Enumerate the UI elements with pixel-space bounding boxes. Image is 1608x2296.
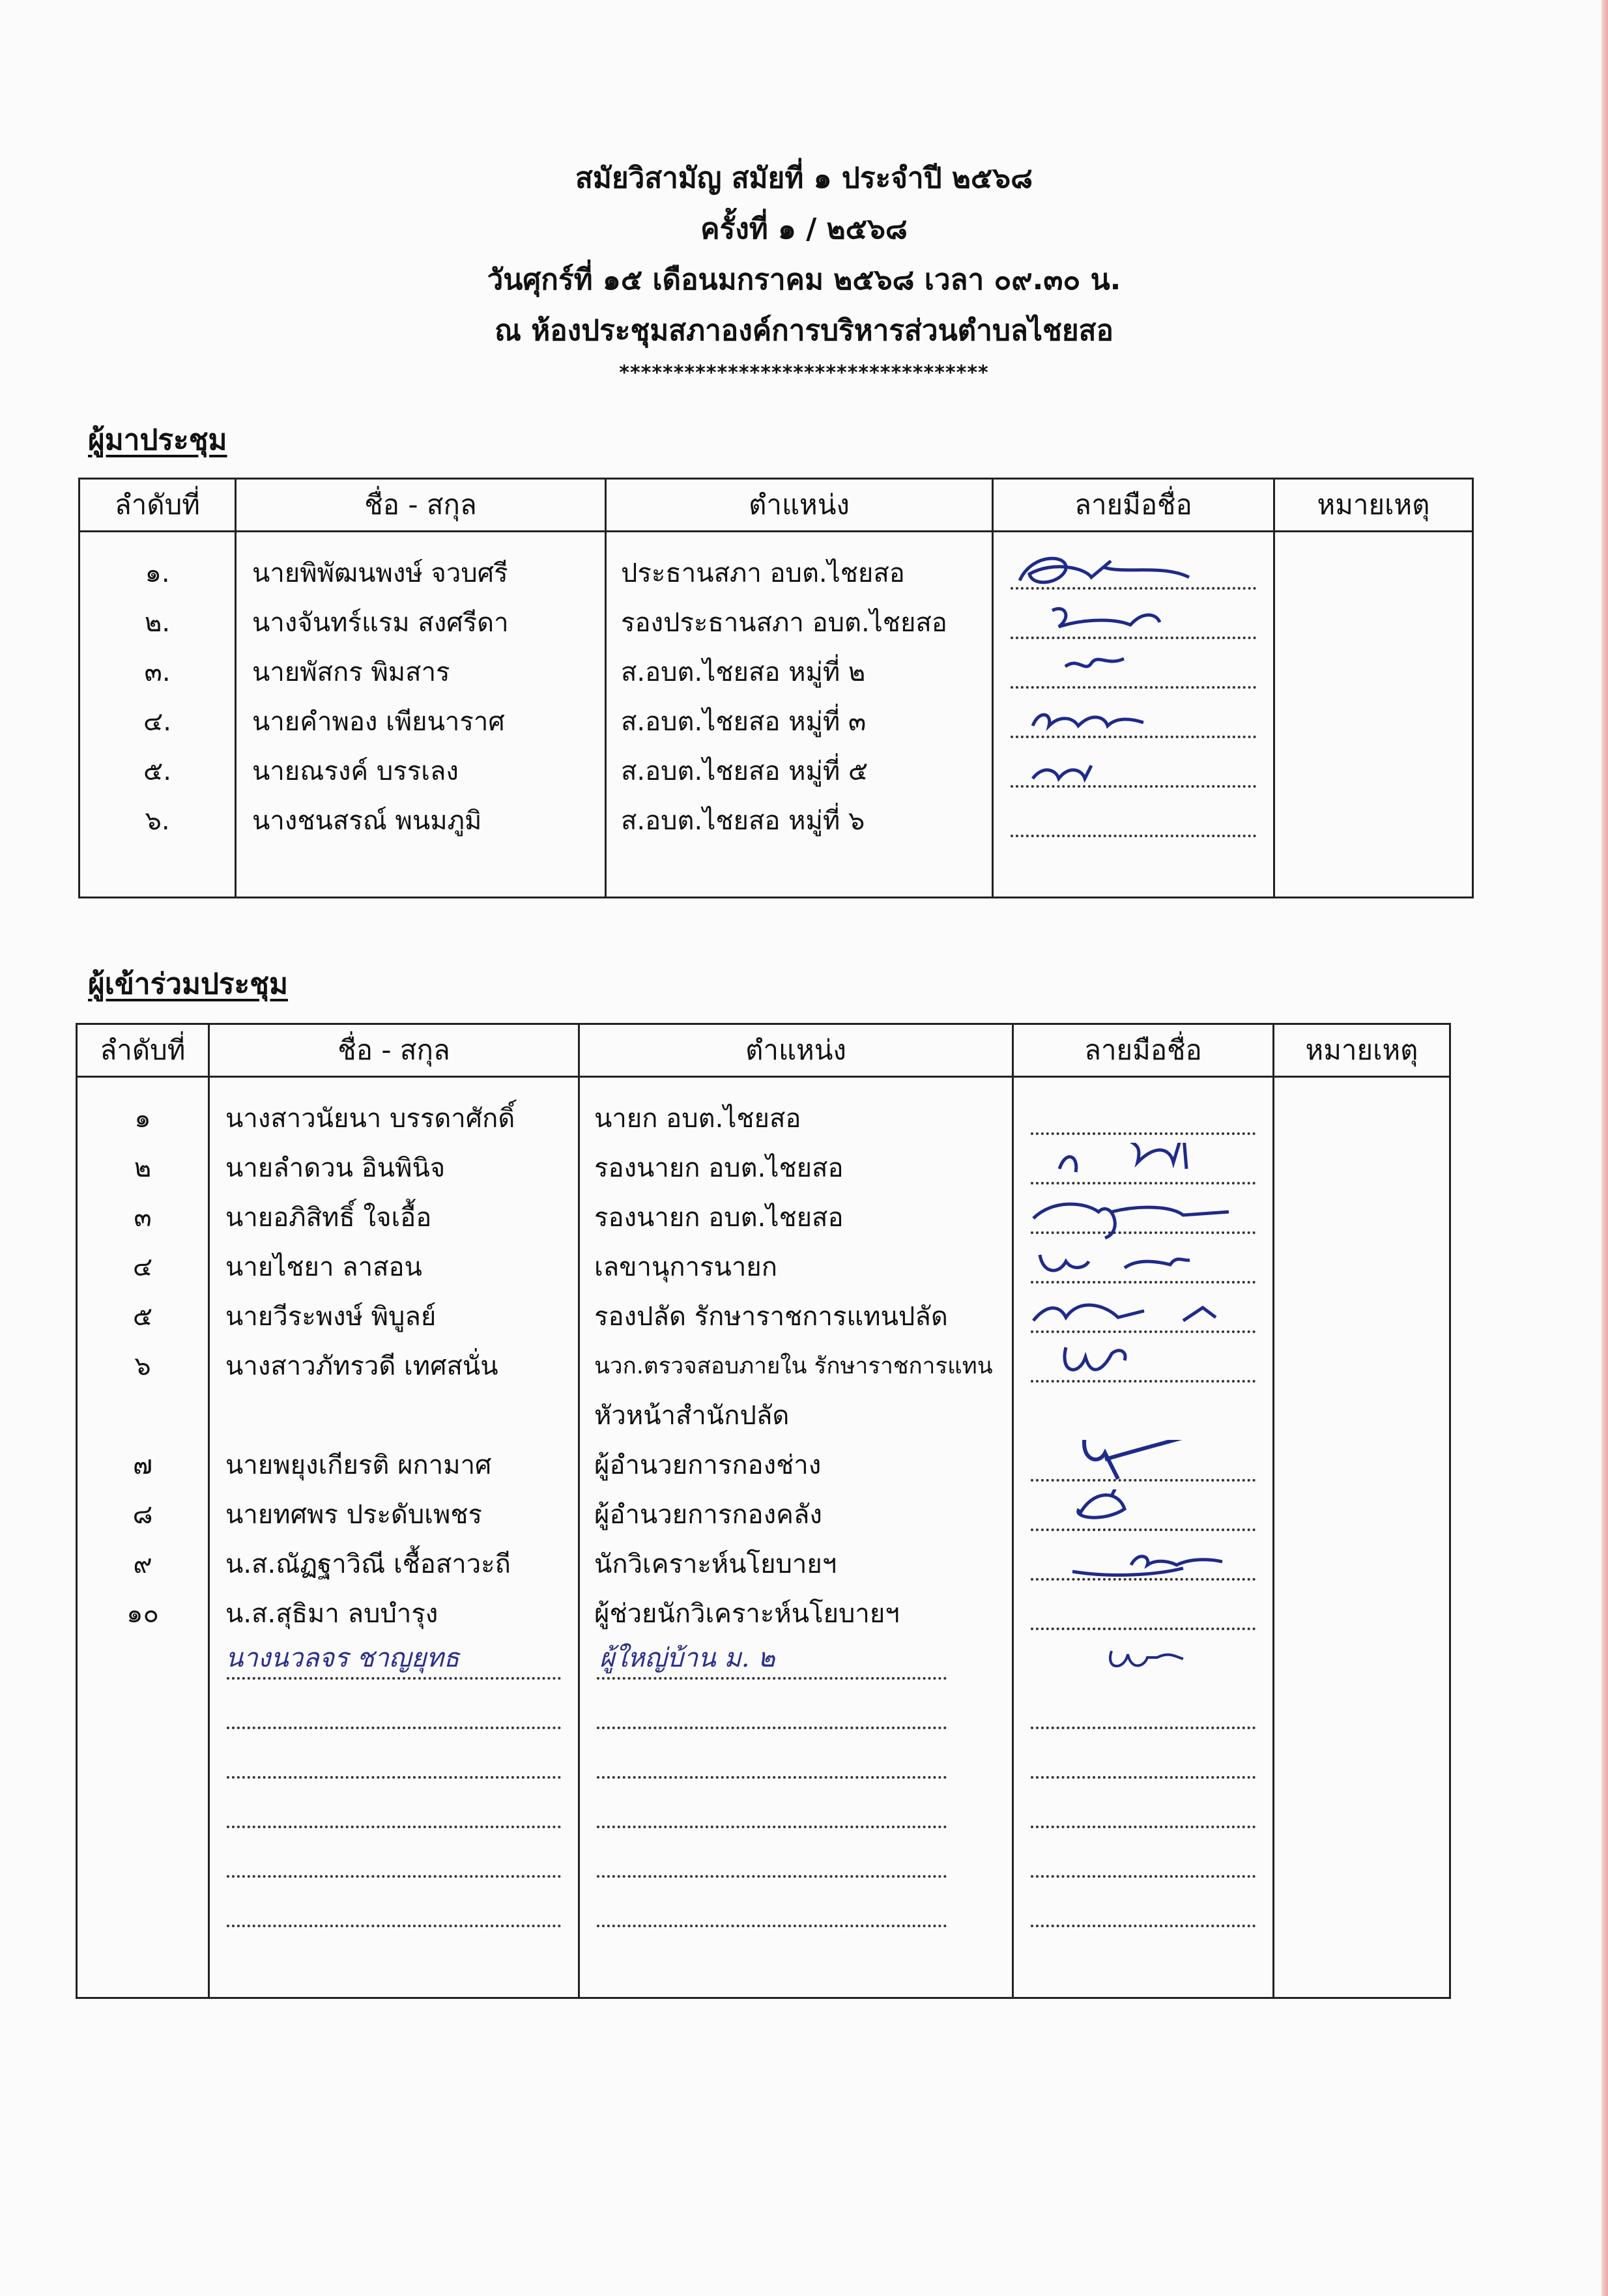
participant-position: นวก.ตรวจสอบภายใน รักษาราชการแทน bbox=[579, 1341, 1013, 1390]
member-position: รองประธานสภา อบต.ไชยสอ bbox=[606, 597, 993, 647]
column-header: ชื่อ - สกุล bbox=[236, 479, 606, 532]
remark-cell bbox=[1274, 548, 1473, 597]
member-name: นายพัสกร พิมสาร bbox=[236, 647, 606, 696]
signature-cell bbox=[993, 647, 1274, 696]
participant-position: รองปลัด รักษาราชการแทนปลัด bbox=[579, 1291, 1013, 1341]
column-header: ลายมือชื่อ bbox=[1013, 1024, 1274, 1077]
remark-cell bbox=[1274, 1192, 1450, 1242]
handwritten-signature bbox=[1014, 1242, 1274, 1291]
table-row bbox=[79, 597, 1473, 647]
table-row bbox=[77, 1341, 1450, 1390]
table-row bbox=[77, 1242, 1450, 1291]
member-position: ส.อบต.ไชยสอ หมู่ที่ ๒ bbox=[606, 647, 993, 696]
participant-name: นายอภิสิทธิ์ ใจเอื้อ bbox=[209, 1192, 579, 1242]
column-header: ตำแหน่ง bbox=[606, 479, 993, 532]
column-header: ตำแหน่ง bbox=[579, 1024, 1013, 1077]
column-header: ลำดับที่ bbox=[79, 479, 236, 532]
participant-position: เลขานุการนายก bbox=[579, 1242, 1013, 1291]
participant-position: นายก อบต.ไชยสอ bbox=[579, 1093, 1013, 1143]
row-number: ๑๐ bbox=[77, 1588, 209, 1638]
table-row bbox=[77, 1291, 1450, 1341]
table-row bbox=[77, 1440, 1450, 1489]
participant-position: ผู้ช่วยนักวิเคราะห์นโยบายฯ bbox=[579, 1588, 1013, 1638]
table-row bbox=[77, 1687, 1450, 1737]
header-divider: ********************************** bbox=[619, 362, 989, 384]
participant-position: นักวิเคราะห์นโยบายฯ bbox=[579, 1539, 1013, 1588]
member-name: นายคำพอง เพียนาราศ bbox=[236, 696, 606, 746]
signature-cell bbox=[1013, 1390, 1274, 1440]
handwritten-signature bbox=[994, 597, 1274, 647]
remark-cell bbox=[1274, 796, 1473, 845]
remark-cell bbox=[1274, 1143, 1450, 1192]
remark-cell bbox=[1274, 1242, 1450, 1291]
participant-name: นางสาวนัยนา บรรดาศักดิ์ bbox=[209, 1093, 579, 1143]
session-title: สมัยวิสามัญ สมัยที่ ๑ ประจำปี ๒๕๖๘ bbox=[575, 162, 1033, 195]
table-row bbox=[79, 696, 1473, 746]
member-position: ส.อบต.ไชยสอ หมู่ที่ ๓ bbox=[606, 696, 993, 746]
remark-cell bbox=[1274, 1539, 1450, 1588]
participant-position: รองนายก อบต.ไชยสอ bbox=[579, 1192, 1013, 1242]
meeting-date: วันศุกร์ที่ ๑๕ เดือนมกราคม ๒๕๖๘ เวลา ๐๙.๓๐ น. bbox=[487, 263, 1121, 296]
member-position: ส.อบต.ไชยสอ หมู่ที่ ๕ bbox=[606, 746, 993, 796]
participant-name: น.ส.ณัฏฐาวิณี เชื้อสาวะถี bbox=[209, 1539, 579, 1588]
table-row bbox=[77, 1935, 1450, 1998]
remark-cell bbox=[1274, 1440, 1450, 1489]
member-name: นางชนสรณ์ พนมภูมิ bbox=[236, 796, 606, 845]
remark-cell bbox=[1274, 1588, 1450, 1638]
participant-name: นายลำดวน อินพินิจ bbox=[209, 1143, 579, 1192]
signature-cell bbox=[1013, 1588, 1274, 1638]
participant-name: นางสาวภัทรวดี เทศสนั่น bbox=[209, 1341, 579, 1390]
signature-cell bbox=[1013, 1638, 1274, 1687]
column-header: ชื่อ - สกุล bbox=[209, 1024, 579, 1077]
remark-cell bbox=[1274, 746, 1473, 796]
remark-cell bbox=[1274, 597, 1473, 647]
participant-name: นายทศพร ประดับเพชร bbox=[209, 1489, 579, 1539]
meeting-number: ครั้งที่ ๑ / ๒๕๖๘ bbox=[700, 212, 908, 246]
handwritten-signature bbox=[1014, 1192, 1274, 1242]
participants-title: ผู้เข้าร่วมประชุม bbox=[88, 968, 289, 1001]
row-number: ๖. bbox=[79, 796, 236, 845]
row-number: ๑ bbox=[77, 1093, 209, 1143]
signature-cell bbox=[1013, 1291, 1274, 1341]
table-row bbox=[77, 1836, 1450, 1886]
table-row bbox=[79, 746, 1473, 796]
signature-cell bbox=[993, 597, 1274, 647]
member-name: นางจันทร์แรม สงศรีดา bbox=[236, 597, 606, 647]
handwritten-signature bbox=[994, 696, 1274, 746]
row-number bbox=[77, 1390, 209, 1440]
table-row bbox=[77, 1638, 1450, 1687]
participants-table bbox=[76, 1023, 1451, 1999]
row-number: ๗ bbox=[77, 1440, 209, 1489]
row-number: ๒ bbox=[77, 1143, 209, 1192]
remark-cell bbox=[1274, 1489, 1450, 1539]
table-row bbox=[77, 1588, 1450, 1638]
participant-name: น.ส.สุธิมา ลบบำรุง bbox=[209, 1588, 579, 1638]
participant-position: ผู้อำนวยการกองคลัง bbox=[579, 1489, 1013, 1539]
row-number: ๙ bbox=[77, 1539, 209, 1588]
signature-cell bbox=[1013, 1489, 1274, 1539]
participant-position: ผู้อำนวยการกองช่าง bbox=[579, 1440, 1013, 1489]
row-number: ๔. bbox=[79, 696, 236, 746]
handwritten-name-cell bbox=[209, 1638, 579, 1687]
remark-cell bbox=[1274, 1638, 1450, 1687]
row-number: ๑. bbox=[79, 548, 236, 597]
table-row bbox=[77, 1093, 1450, 1143]
remark-cell bbox=[1274, 1291, 1450, 1341]
column-header: ลายมือชื่อ bbox=[993, 479, 1274, 532]
handwritten-position: ผู้ใหญ่บ้าน ม. ๒ bbox=[599, 1643, 775, 1673]
handwritten-signature bbox=[1014, 1143, 1274, 1192]
handwritten-signature bbox=[1014, 1341, 1274, 1390]
participant-position: รองนายก อบต.ไชยสอ bbox=[579, 1143, 1013, 1192]
row-number: ๕. bbox=[79, 746, 236, 796]
row-number: ๓ bbox=[77, 1192, 209, 1242]
signature-cell bbox=[993, 746, 1274, 796]
remark-cell bbox=[1274, 647, 1473, 696]
row-number: ๕ bbox=[77, 1291, 209, 1341]
handwritten-position-cell bbox=[579, 1638, 1013, 1687]
row-number: ๔ bbox=[77, 1242, 209, 1291]
member-name: นายพิพัฒนพงษ์ จวบศรี bbox=[236, 548, 606, 597]
handwritten-signature bbox=[1014, 1440, 1274, 1489]
participant-name: นายไชยา ลาสอน bbox=[209, 1242, 579, 1291]
row-number: ๒. bbox=[79, 597, 236, 647]
handwritten-signature bbox=[1014, 1638, 1274, 1687]
participant-name bbox=[209, 1390, 579, 1440]
handwritten-signature bbox=[994, 746, 1274, 796]
signature-cell bbox=[993, 548, 1274, 597]
row-number: ๘ bbox=[77, 1489, 209, 1539]
handwritten-signature bbox=[994, 548, 1274, 597]
signature-cell bbox=[993, 696, 1274, 746]
remark-cell bbox=[1274, 1341, 1450, 1390]
document-header bbox=[0, 153, 1608, 386]
table-row bbox=[77, 1737, 1450, 1787]
column-header: หมายเหตุ bbox=[1274, 1024, 1450, 1077]
table-row bbox=[77, 1787, 1450, 1836]
participant-name: นายวีระพงษ์ พิบูลย์ bbox=[209, 1291, 579, 1341]
table-row bbox=[79, 548, 1473, 597]
table-row bbox=[77, 1886, 1450, 1935]
signature-cell bbox=[1013, 1143, 1274, 1192]
column-header: หมายเหตุ bbox=[1274, 479, 1473, 532]
table-row bbox=[77, 1143, 1450, 1192]
remark-cell bbox=[1274, 1093, 1450, 1143]
handwritten-signature bbox=[1014, 1539, 1274, 1588]
signature-cell bbox=[993, 796, 1274, 845]
remark-cell bbox=[1274, 696, 1473, 746]
signature-cell bbox=[1013, 1093, 1274, 1143]
member-position: ประธานสภา อบต.ไชยสอ bbox=[606, 548, 993, 597]
table-row bbox=[77, 1192, 1450, 1242]
table-row bbox=[79, 845, 1473, 897]
signature-cell bbox=[1013, 1440, 1274, 1489]
participant-position: หัวหน้าสำนักปลัด bbox=[579, 1390, 1013, 1440]
table-row bbox=[77, 1489, 1450, 1539]
attendees-table bbox=[78, 478, 1474, 898]
member-position: ส.อบต.ไชยสอ หมู่ที่ ๖ bbox=[606, 796, 993, 845]
signature-cell bbox=[1013, 1341, 1274, 1390]
member-name: นายณรงค์ บรรเลง bbox=[236, 746, 606, 796]
handwritten-signature bbox=[1014, 1291, 1274, 1341]
signature-cell bbox=[1013, 1192, 1274, 1242]
table-row bbox=[77, 1539, 1450, 1588]
signature-cell bbox=[1013, 1242, 1274, 1291]
handwritten-name: นางนวลจร ชาญยุทธ bbox=[225, 1643, 460, 1673]
handwritten-signature bbox=[1014, 1489, 1274, 1539]
meeting-location: ณ ห้องประชุมสภาองค์การบริหารส่วนตำบลไชยสอ bbox=[495, 314, 1113, 347]
table-row bbox=[77, 1390, 1450, 1440]
table-row bbox=[79, 796, 1473, 845]
handwritten-signature bbox=[994, 647, 1274, 696]
remark-cell bbox=[1274, 1390, 1450, 1440]
column-header: ลำดับที่ bbox=[77, 1024, 209, 1077]
signature-cell bbox=[1013, 1539, 1274, 1588]
row-number: ๖ bbox=[77, 1341, 209, 1390]
row-number: ๓. bbox=[79, 647, 236, 696]
participant-name: นายพยุงเกียรติ ผกามาศ bbox=[209, 1440, 579, 1489]
attendees-title: ผู้มาประชุม bbox=[88, 423, 227, 457]
table-row bbox=[79, 647, 1473, 696]
